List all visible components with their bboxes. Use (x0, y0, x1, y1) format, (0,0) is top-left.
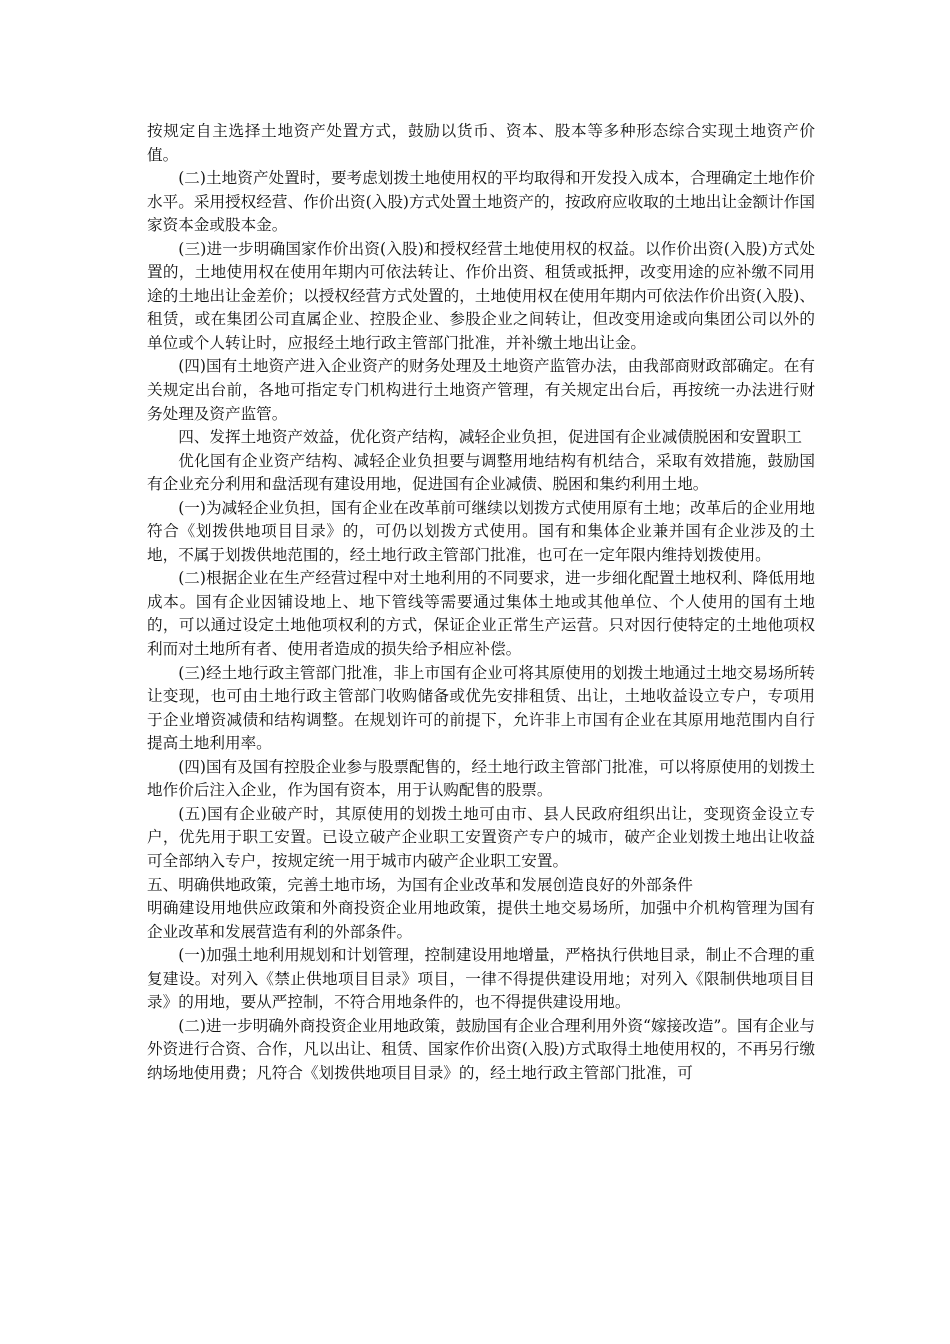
paragraph: 按规定自主选择土地资产处置方式，鼓励以货币、资本、股本等多种形态综合实现土地资产价值。 (147, 122, 815, 164)
paragraph: 明确建设用地供应政策和外商投资企业用地政策，提供土地交易场所，加强中介机构管理为国有企业改革和发展营造有利的外部条件。 (147, 899, 815, 941)
paragraph: (一)加强土地利用规划和计划管理，控制建设用地增量，严格执行供地目录，制止不合理的重复建设。对列入《禁止供地项目目录》项目，一律不得提供建设用地；对列入《限制供地项目目录》的用地，要从严控制，不符合用地条件的，也不得提供建设用地。 (147, 946, 815, 1012)
paragraph: (二)进一步明确外商投资企业用地政策，鼓励国有企业合理利用外资“嫁接改造”。国有企业与外资进行合资、合作，凡以出让、租赁、国家作价出资(入股)方式取得土地使用权的，不再另行缴纳场地使用费；凡符合《划拨供地项目目录》的，经土地行政主管部门批准，可 (147, 1016, 815, 1082)
document-page (147, 120, 815, 1085)
paragraph: (二)根据企业在生产经营过程中对土地利用的不同要求，进一步细化配置土地权利、降低用地成本。国有企业因铺设地上、地下管线等需要通过集体土地或其他单位、个人使用的国有土地的，可以通过设定土地他项权利的方式，保证企业正常生产运营。只对因行使特定的土地他项权利而对土地所有者、使用者造成的损失给予相应补偿。 (147, 569, 815, 659)
paragraph: 优化国有企业资产结构、减轻企业负担要与调整用地结构有机结合，采取有效措施，鼓励国有企业充分利用和盘活现有建设用地，促进国有企业减债、脱困和集约利用土地。 (147, 451, 815, 494)
paragraph: (五)国有企业破产时，其原使用的划拨土地可由市、县人民政府组织出让，变现资金设立专户，优先用于职工安置。已设立破产企业职工安置资产专户的城市，破产企业划拨土地出让收益可全部纳入专户，按规定统一用于城市内破产企业职工安置。 (147, 804, 815, 870)
section-heading: 四、发挥土地资产效益，优化资产结构，减轻企业负担，促进国有企业减债脱困和安置职工 (178, 428, 802, 447)
paragraph: (四)国有土地资产进入企业资产的财务处理及土地资产监管办法，由我部商财政部确定。在有关规定出台前，各地可指定专门机构进行土地资产管理，有关规定出台后，再按统一办法进行财务处理及资产监管。 (147, 357, 815, 423)
section-heading: 五、明确供地政策，完善土地市场，为国有企业改革和发展创造良好的外部条件 (147, 875, 693, 894)
paragraph: (二)土地资产处置时，要考虑划拨土地使用权的平均取得和开发投入成本，合理确定土地作价水平。采用授权经营、作价出资(入股)方式处置土地资产的，按政府应收取的土地出让金额计作国家资本金或股本金。 (147, 169, 815, 235)
paragraph: (三)进一步明确国家作价出资(入股)和授权经营土地使用权的权益。以作价出资(入股)方式处置的，土地使用权在使用年期内可依法转让、作价出资、租赁或抵押，改变用途的应补缴不同用途的土地出让金差价；以授权经营方式处置的，土地使用权在使用年期内可依法作价出资(入股)、租赁，或在集团公司直属企业、控股企业、参股企业之间转让，但改变用途或向集团公司以外的单位或个人转让时，应报经土地行政主管部门批准，并补缴土地出让金。 (147, 239, 815, 352)
paragraph: (一)为减轻企业负担，国有企业在改革前可继续以划拨方式使用原有土地；改革后的企业用地符合《划拨供地项目目录》的，可仍以划拨方式使用。国有和集体企业兼并国有企业涉及的土地，不属于划拨供地范围的，经土地行政主管部门批准，也可在一定年限内维持划拨使用。 (147, 498, 815, 564)
paragraph: (四)国有及国有控股企业参与股票配售的，经土地行政主管部门批准，可以将原使用的划拨土地作价后注入企业，作为国有资本，用于认购配售的股票。 (147, 757, 815, 800)
paragraph: (三)经土地行政主管部门批准，非上市国有企业可将其原使用的划拨土地通过土地交易场所转让变现，也可由土地行政主管部门收购储备或优先安排租赁、出让，土地收益设立专户，专项用于企业增资减债和结构调整。在规划许可的前提下，允许非上市国有企业在其原用地范围内自行提高土地利用率。 (147, 663, 815, 753)
